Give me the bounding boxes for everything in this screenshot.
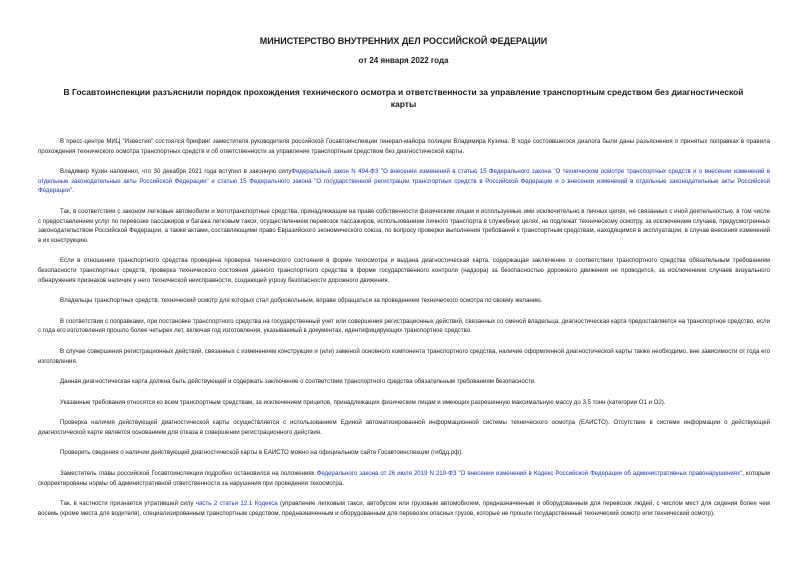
paragraph-2: Владимир Кузин напомнил, что 30 декабря 2021 года вступил в законную силуФедеральный закон N 494-ФЗ "О внесении изменений в статью 15 Федерального закона "О техническом осмотре транспортных средств и о внесении изменений в отдельные законодательные акты Российской Федерации" и статью 15 Федерального закона "О государственной регистрации транспортных средств в Российской Федерации и о внесении изменений в отдельные законодательные акты Российской Федерации". xyxy=(38,168,770,195)
paragraph-5: Владельцы транспортных средств, технический осмотр для которых стал добровольным, вправе обращаться за проведением технического осмотра по своему желанию. xyxy=(60,297,543,305)
paragraph-8: Данная диагностическая карта должна быть действующей и содержать заключение о соответствии транспортного средства обязательным требованиям безопасности. xyxy=(60,378,536,386)
law-494-link[interactable]: Федеральный закон N 494-ФЗ "О внесении изменений в статью 15 Федерального закона "О техническом осмотре транспортных средств и о внесении изменений в отдельные законодательные акты Российской Федерации" и статью 15 Федерального закона "О государственной регистрации транспортных средств в Российской Федерации и о внесении изменений в отдельные законодательные акты Российской Федерации" xyxy=(38,168,770,195)
paragraph-10: Проверка наличия действующей диагностической карты осуществляется с использованием Единой автоматизированной информационной системы технического осмотра (ЕАИСТО). Отсутствие в системе информации о действующей диагностической карте является основанием для отказа в совершении регистрационного действия. xyxy=(38,419,770,436)
paragraph-9: Указанные требования относятся ко всем транспортным средствам, за исключением прицепов, принадлежащих физическим лицам и имеющих разрешенную максимальную массу до 3,5 тонн (категории О1 и О2). xyxy=(60,398,666,406)
document-body xyxy=(38,137,770,529)
paragraph-4: Если в отношении транспортного средства проведена проверка технического состояния в форме техосмотра и выдана диагностическая карта, содержащая заключение о соответствии транспортного средства обязательным требованиям безопасности транспортных средств, проверка технического состояния данного транспортного средства в форме государственного контроля (надзора) за безопасностью дорожного движения не проводится, за исключением случаев визуального обнаружения признаков наличия у него технической неисправности, создающей угрозу безопасности дорожного движения. xyxy=(38,257,770,284)
paragraph-12: Заместитель главы российской Госавтоинспекции подробно остановился на положениях Федерального закона от 26 июля 2019 N 219-ФЗ "О внесении изменений в Кодекс Российской Федерации об административных правонарушениях", которым скорректированы нормы об административной ответственности за нарушения при проведении техосмотра. xyxy=(38,470,770,487)
ministry-heading: МИНИСТЕРСТВО ВНУТРЕННИХ ДЕЛ РОССИЙСКОЙ ФЕДЕРАЦИИ xyxy=(259,36,548,46)
document-date: от 24 января 2022 года xyxy=(358,56,449,65)
paragraph-6: В соответствии с поправками, при постановке транспортного средства на государственный учет или совершения регистрационных действий, связанных со сменой владельца, диагностическая карта предоставляется на транспортное средство, если с года его изготовления прошло более четырех лет, включая год изготовления, указываемый в документах, идентифицирующих транспортное средство. xyxy=(38,317,770,335)
paragraph-11: Проверить сведения о наличии действующей диагностической карты в ЕАИСТО можно на официальном сайте Госавтоинспекции (гибдд.рф). xyxy=(60,449,463,457)
paragraph-13: Так, в частности признается утратившей силу часть 2 статьи 12.1 Кодекса (управление легковым такси, автобусом или грузовым автомобилем, предназначенным и оборудованным для перевозок людей, с числом мест для сидения более чем восемь (кроме места для водителя), специализированным транспортным средством, предназначенным и оборудованным для перевозок опасных грузов, которые не прошли государственный технический осмотр или технический осмотр). xyxy=(38,500,770,517)
law-219-link[interactable]: Федерального закона от 26 июля 2019 N 219-ФЗ "О внесении изменений в Кодекс Российской Федерации об административных правонарушениях" xyxy=(316,470,743,478)
code-article-link[interactable]: часть 2 статьи 12.1 Кодекса xyxy=(195,500,278,508)
paragraph-3: Так, в соответствии с законом легковые автомобили и мототранспортные средства, принадлежащие на праве собственности физическим лицам и используемые ими исключительно в личных целях, не связанных с иной деятельностью, в том числе с предоставлением услуг по перевозке пассажиров и багажа легковым такси, осуществлением перевозок пассажиров, использованием личного транспорта в служебных целях, не подлежат техническому осмотру, за исключением случаев, предусмотренных законодательством Российской Федерации, а также актами, составляющими право Евразийского экономического союза, по вопросу проверки выполнения требований к транспортным средствам, находящимся в эксплуатации, в случае внесения изменений в их конструкцию. xyxy=(38,207,770,244)
paragraph-7: В случае совершения регистрационных действий, связанных с изменением конструкции и (или) заменой основного компонента транспортного средства, наличие оформленной диагностической карты также необходимо, вне зависимости от года его изготовления. xyxy=(38,347,770,365)
document-title: В Госавтоинспекции разъяснили порядок прохождения технического осмотра и ответственности за управление транспортным средством без диагностической карты xyxy=(63,87,744,109)
paragraph-1: В пресс-центре МИЦ "Известия" состоялся брифинг заместителя руководителя российской Госавтоинспекции генерал-майора полиции Владимира Кузина. В ходе состоявшегося диалога были даны разъяснения о принятых поправках в правила прохождения технического осмотра транспортных средств и об ответственности за управление транспортным средством без диагностической карты. xyxy=(38,138,770,155)
